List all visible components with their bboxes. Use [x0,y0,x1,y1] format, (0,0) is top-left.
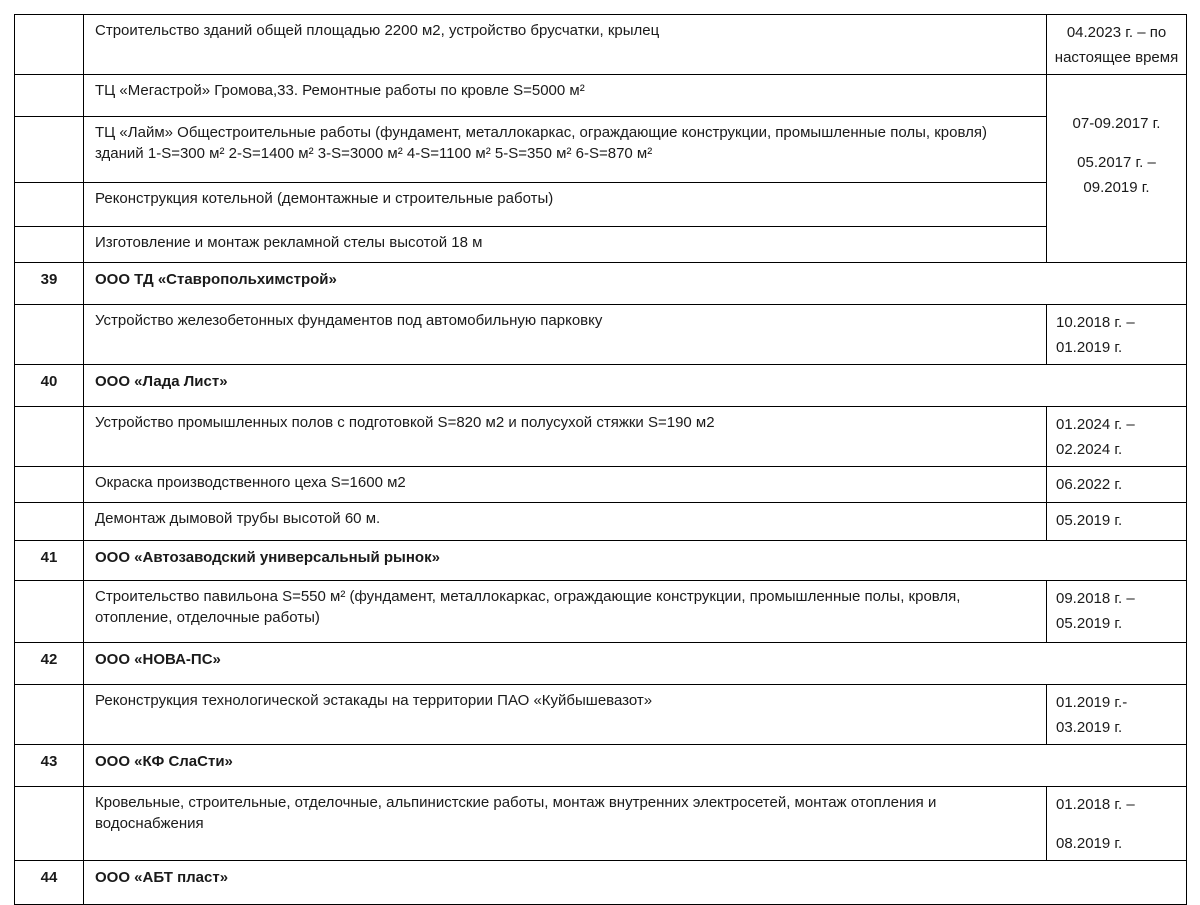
work-description-cell: Устройство железобетонных фундаментов под автомобильную парковку [84,305,1047,365]
date-cell [1047,15,1187,75]
date-line: настоящее время [1054,49,1179,66]
work-description-cell: Кровельные, строительные, отделочные, альпинистские работы, монтаж внутренних электросетей, монтаж отопления и водоснабжения [84,787,1047,861]
date-line: 09.2018 г. – [1056,590,1135,607]
date-line: 07-09.2017 г. [1072,115,1161,132]
company-name-cell: ООО «АБТ пласт» [84,861,1187,905]
date-cell [1047,581,1187,643]
row-number-cell [15,787,84,861]
company-row [15,263,1187,305]
work-row [15,305,1187,365]
experience-table [14,14,1187,905]
date-line: 01.2019 г. [1056,339,1123,356]
work-description-cell: Демонтаж дымовой трубы высотой 60 м. [84,503,1047,541]
row-number-cell: 41 [15,541,84,581]
work-row [15,75,1187,117]
row-number-cell [15,183,84,227]
company-row [15,643,1187,685]
work-row [15,407,1187,467]
row-number-cell [15,227,84,263]
work-row [15,117,1187,183]
work-row [15,15,1187,75]
document-page [14,14,1187,905]
company-name-cell: ООО «Лада Лист» [84,365,1187,407]
row-number-cell: 39 [15,263,84,305]
work-description-cell: Устройство промышленных полов с подготовкой S=820 м2 и полусухой стяжки S=190 м2 [84,407,1047,467]
work-row [15,581,1187,643]
date-line: 05.2019 г. [1056,512,1123,529]
date-line: 01.2019 г.- [1056,694,1128,711]
date-cell [1047,467,1187,503]
date-cell [1047,787,1187,861]
work-row [15,685,1187,745]
company-name-cell: ООО ТД «Ставропольхимстрой» [84,263,1187,305]
date-cell [1047,75,1187,263]
row-number-cell [15,581,84,643]
work-description-cell: Строительство зданий общей площадью 2200 м2, устройство брусчатки, крылец [84,15,1047,75]
date-line: 05.2017 г. – [1077,154,1156,171]
company-row [15,861,1187,905]
date-line: 06.2022 г. [1056,476,1123,493]
date-line: 08.2019 г. [1056,835,1123,852]
work-row [15,787,1187,861]
row-number-cell [15,117,84,183]
row-number-cell [15,75,84,117]
company-row [15,365,1187,407]
work-row [15,227,1187,263]
work-row [15,183,1187,227]
row-number-cell [15,407,84,467]
work-row [15,503,1187,541]
work-description-cell: Реконструкция технологической эстакады на территории ПАО «Куйбышевазот» [84,685,1047,745]
experience-table-body [15,15,1187,905]
date-cell [1047,407,1187,467]
date-line: 02.2024 г. [1056,441,1123,458]
date-line-blank [1051,136,1182,150]
row-number-cell [15,503,84,541]
date-cell [1047,685,1187,745]
work-description-cell: ТЦ «Лайм» Общестроительные работы (фундамент, металлокаркас, ограждающие конструкции, промышленные полы, кровля) зданий 1-S=300 м² 2-S=1400 м² 3-S=3000 м² 4-S=1100 м² 5-S=350 м² 6-S=870 м² [84,117,1047,183]
company-name-cell: ООО «НОВА-ПС» [84,643,1187,685]
date-line: 04.2023 г. – по [1066,24,1167,41]
row-number-cell [15,15,84,75]
company-name-cell: ООО «КФ СлаСти» [84,745,1187,787]
row-number-cell: 43 [15,745,84,787]
work-description-cell: Изготовление и монтаж рекламной стелы высотой 18 м [84,227,1047,263]
row-number-cell: 44 [15,861,84,905]
row-number-cell [15,467,84,503]
work-description-cell: Реконструкция котельной (демонтажные и строительные работы) [84,183,1047,227]
row-number-cell: 40 [15,365,84,407]
date-cell [1047,305,1187,365]
row-number-cell: 42 [15,643,84,685]
company-row [15,541,1187,581]
work-description-cell: Строительство павильона S=550 м² (фундамент, металлокаркас, ограждающие конструкции, промышленные полы, кровля, отопление, отделочные работы) [84,581,1047,643]
date-line: 03.2019 г. [1056,719,1123,736]
work-row [15,467,1187,503]
work-description-cell: Окраска производственного цеха S=1600 м2 [84,467,1047,503]
company-row [15,745,1187,787]
date-line-blank [1056,817,1180,831]
date-line: 01.2024 г. – [1056,416,1135,433]
date-line: 05.2019 г. [1056,615,1123,632]
row-number-cell [15,305,84,365]
date-line: 01.2018 г. – [1056,796,1135,813]
row-number-cell [15,685,84,745]
date-line: 10.2018 г. – [1056,314,1135,331]
work-description-cell: ТЦ «Мегастрой» Громова,33. Ремонтные работы по кровле S=5000 м² [84,75,1047,117]
company-name-cell: ООО «Автозаводский универсальный рынок» [84,541,1187,581]
date-line: 09.2019 г. [1083,179,1150,196]
date-cell [1047,503,1187,541]
